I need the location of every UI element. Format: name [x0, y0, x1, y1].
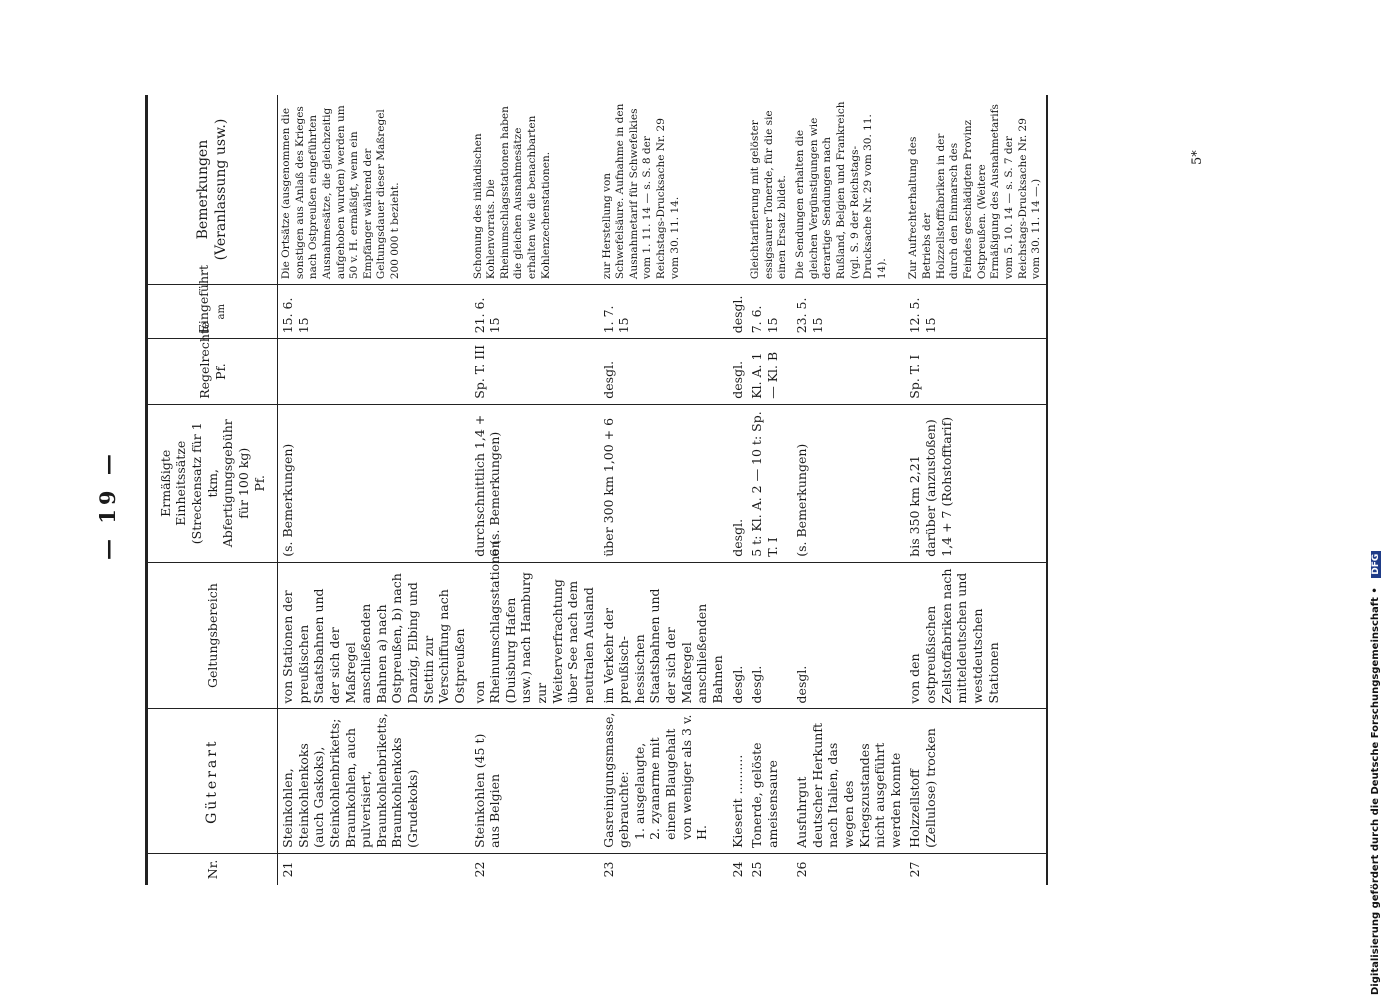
cell-date: 12. 5. 15 [905, 285, 1046, 339]
header-goods: Güterart [147, 709, 278, 853]
cell-date: desgl. [728, 285, 748, 339]
signature-mark: 5* [1190, 150, 1205, 165]
tariff-table [145, 95, 1048, 885]
cell-date: 1. 7. 15 [599, 285, 728, 339]
cell-goods: Holzzellstoff (Zellulose) trocken [905, 709, 1046, 853]
header-regular [147, 321, 278, 404]
cell-rates: (s. Bemerkungen) [792, 404, 905, 562]
cell-rates: durchschnittlich 1,4 + 6 (s. Bemerkungen) [470, 404, 599, 562]
cell-remarks: Gleichtarifierung mit gelöster essigsaurer Tonerde, für die sie einen Ersatz bildet. [747, 95, 792, 285]
cell-regular: Sp. T. I [905, 339, 1046, 404]
cell-rates: (s. Bemerkungen) [278, 404, 470, 562]
cell-date: 23. 5. 15 [792, 285, 905, 339]
scan-credit [1370, 551, 1381, 995]
cell-nr: 26 [794, 861, 810, 878]
cell-scope: im Verkehr der preußisch-hessischen Staatsbahnen und der sich der Maßregel anschließenden Bahnen [599, 562, 728, 709]
cell-goods: Steinkohlen (45 t) aus Belgien [470, 709, 599, 853]
table-header-row [147, 95, 278, 885]
cell-regular: Kl. A. 1 — Kl. B [747, 339, 792, 404]
cell-regular: desgl. [728, 339, 748, 404]
cell-goods-sub: 1. ausgelaugte, [631, 742, 647, 840]
cell-date: 15. 6. 15 [278, 285, 470, 339]
cell-goods: Kieserit .......... [728, 709, 748, 853]
cell-rates: 5 t: Kl. A. 2 — 10 t: Sp. T. I [747, 404, 792, 562]
header-scope: Geltungsbereich [147, 562, 278, 709]
cell-goods-sub: 2. zyanarme mit einem Blaugehalt von weniger als 3 v. H. [647, 714, 710, 840]
table-row [905, 95, 1046, 885]
cell-date: 21. 6. 15 [470, 285, 599, 339]
cell-goods: Tonerde, gelöste ameisensaure [747, 709, 792, 853]
table-row [728, 95, 748, 885]
table-row [747, 95, 792, 885]
cell-rates: bis 350 km 2,21 darüber (anzustoßen) 1,4 + 7 (Rohstofftarif) [905, 404, 1046, 562]
cell-scope: von den ostpreußischen Zellstoffabriken nach mitteldeutschen und westdeutschen Stationen [905, 562, 1046, 709]
header-rates-unit: Pf. [251, 474, 267, 492]
cell-remarks: zur Herstellung von Schwefelsäure. Aufnahme in den Ausnahmetarif für Schwefelkies vom 1. 11. 14 — s. S. 8 der Reichstags-Drucksache Nr. 29 vom 30. 11. 14. [599, 95, 728, 285]
cell-scope: desgl. [747, 562, 792, 709]
cell-scope: von Stationen der preußischen Staatsbahnen und der sich der Maßregel anschließenden Bahnen a) nach Ostpreußen, b) nach Danzig, Elbing und Stettin zur Verschiffung nach Ostpreußen [278, 562, 470, 709]
header-regular-label: Regelrechte [196, 321, 212, 399]
cell-nr: 22 [471, 861, 487, 878]
cell-remarks: Die Sendungen erhalten die gleichen Vergünstigungen wie derartige Sendungen nach Rußland, Belgien und Frankreich (vgl. S. 9 der Reichstags-Drucksache Nr. 29 vom 30. 11. 14). [792, 95, 905, 285]
header-nr: Nr. [147, 853, 278, 885]
table-row [470, 95, 599, 885]
header-rates-label: Ermäßigte Einheitssätze (Streckensatz für 1 tkm, Abfertigungsgebühr für 100 kg) [157, 419, 251, 548]
cell-remarks: Die Ortsätze (ausgenommen die sonstigen aus Anlaß des Krieges nach Ostpreußen eingeführten Ausnahmesätze, die gleichzeitig aufgehoben wurden) werden um 50 v. H. ermäßigt, wenn ein Empfänger während der Geltungsdauer dieser Maßregel 200 000 t bezieht. [278, 95, 470, 285]
cell-nr: 23 [600, 861, 616, 878]
scan-credit-text: Digitalisierung gefördert durch die Deutsche Forschungsgemeinschaft • [1370, 587, 1381, 995]
cell-regular: desgl. [599, 339, 728, 404]
cell-goods: Steinkohlen, Steinkohlenkoks (auch Gaskoks), Steinkohlenbriketts; Braunkohlen, auch pulverisiert, Braunkohlenbriketts, Braunkohlenkoks (Grudekoks) [278, 709, 470, 853]
header-remarks: Bemerkungen (Veranlassung usw.) [147, 95, 278, 285]
cell-regular [792, 339, 905, 404]
table-row [792, 95, 905, 885]
table-row [599, 95, 728, 885]
cell-goods-main: Gasreinigungsmasse, gebrauchte: [600, 712, 632, 848]
cell-remarks [728, 95, 748, 285]
header-introduced-sub: am [216, 304, 228, 320]
cell-rates: desgl. [728, 404, 748, 562]
cell-rates: über 300 km 1,00 + 6 [599, 404, 728, 562]
header-rates [147, 404, 278, 562]
table-row [278, 95, 470, 885]
cell-regular [278, 339, 470, 404]
cell-nr: 25 [749, 861, 765, 878]
cell-regular: Sp. T. III [470, 339, 599, 404]
cell-remarks: Schonung des inländischen Kohlenvorrats. Die Rheinumschlagsstationen haben die gleichen Ausnahmesätze erhalten wie die benachbarten Kohlenzechenstationen. [470, 95, 599, 285]
header-introduced-label: Eingeführt [196, 264, 212, 334]
cell-remarks: Zur Aufrechterhaltung des Betriebs der Holzzellstofffabriken in der durch den Einmarsch des Feindes geschädigten Provinz Ostpreußen. (Weitere Ermäßigung des Ausnahmetarifs vom 5. 10. 14 — s. S. 7 der Reichstags-Drucksache Nr. 29 vom 30. 11. 14 —.) [905, 95, 1046, 285]
cell-date: 7. 6. 15 [747, 285, 792, 339]
cell-goods [599, 709, 728, 853]
cell-scope: von Rheinumschlagsstationen (Duisburg Hafen usw.) nach Hamburg zur Weiterverfrachtung über See nach dem neutralen Ausland [470, 562, 599, 709]
cell-nr: 27 [907, 861, 923, 878]
dfg-logo: DFG [1371, 551, 1381, 578]
cell-nr: 24 [729, 861, 745, 878]
page-number: — 19 — [95, 450, 120, 560]
cell-scope: desgl. [792, 562, 905, 709]
cell-scope: desgl. [728, 562, 748, 709]
cell-nr: 21 [280, 861, 295, 878]
header-regular-unit: Pf. [212, 363, 228, 380]
header-introduced [147, 264, 278, 339]
cell-goods: Ausfuhrgut deutscher Herkunft nach Italien, das wegen des Kriegszustandes nicht ausgeführt werden konnte [792, 709, 905, 853]
